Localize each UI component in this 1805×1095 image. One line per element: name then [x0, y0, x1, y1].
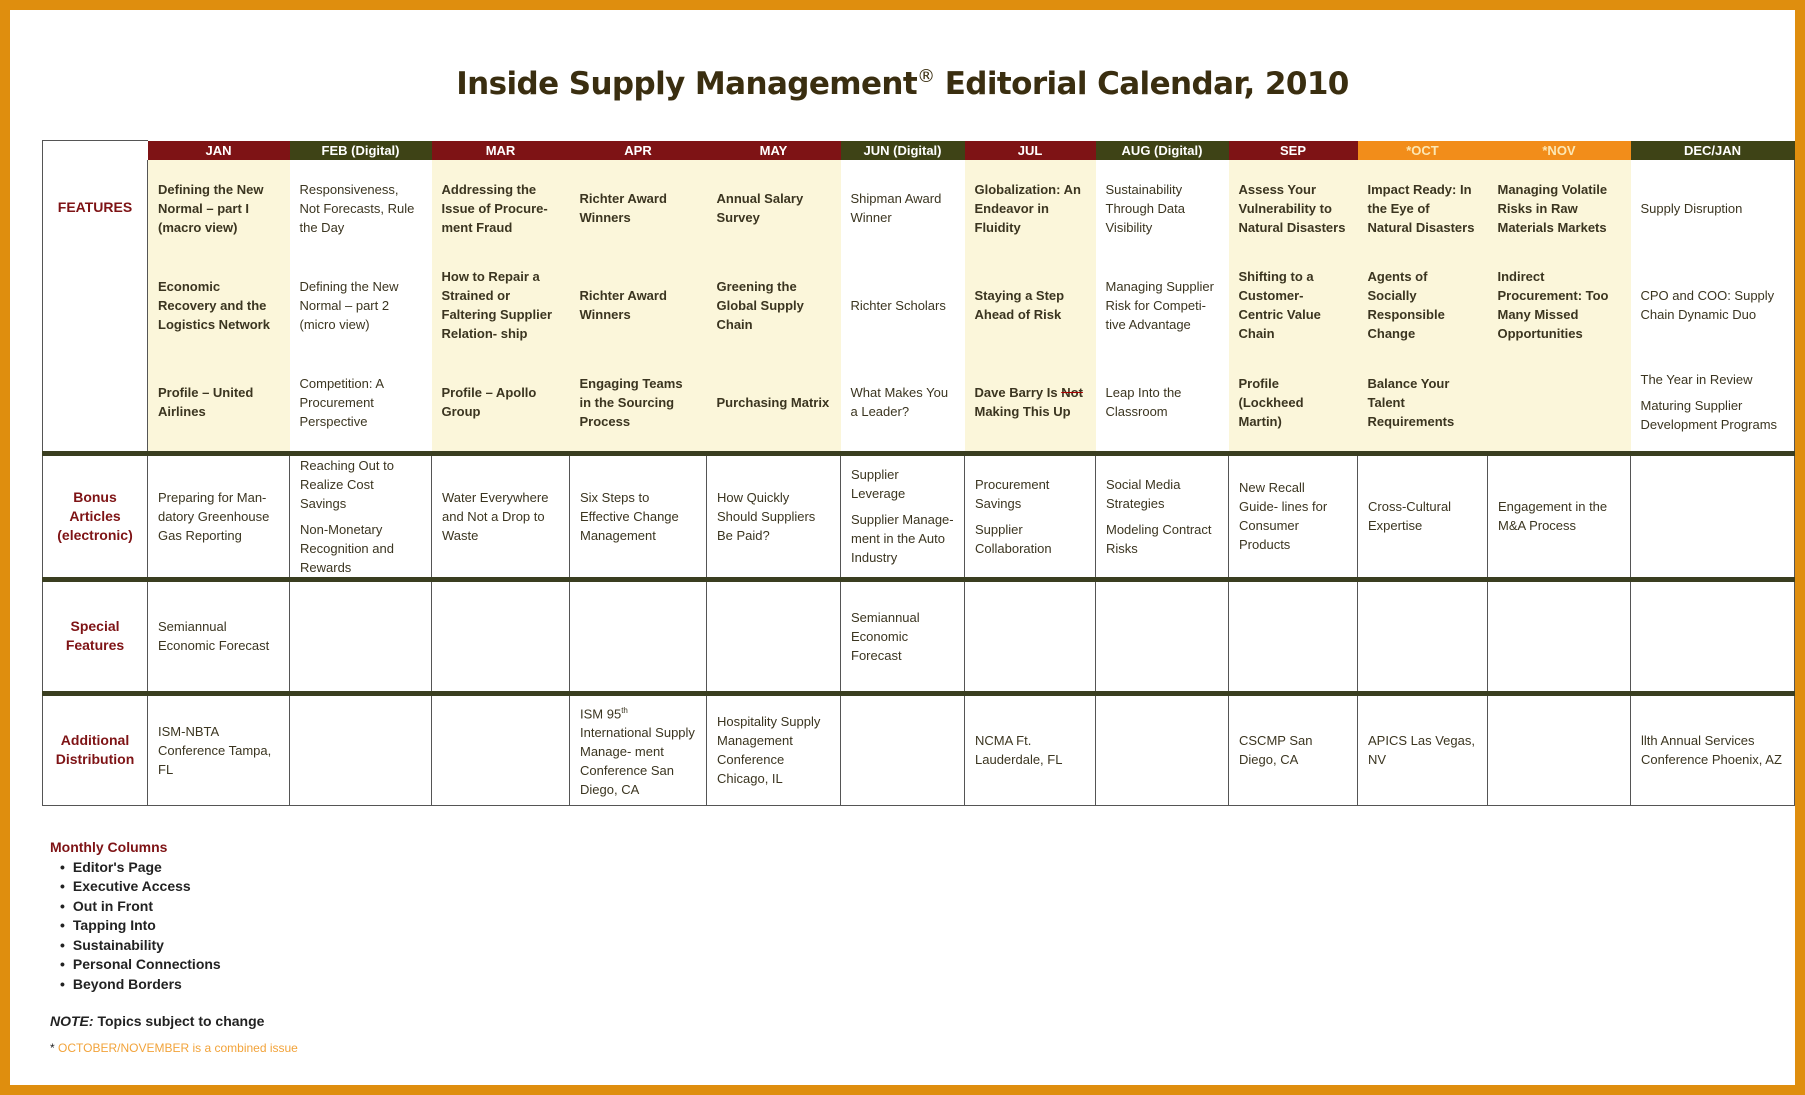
list-item: • Out in Front [60, 897, 221, 917]
month-header-row [43, 141, 1795, 160]
special-cell: Semiannual Economic Forecast [148, 579, 290, 693]
features-row [43, 160, 1795, 257]
feature-cell: Profile (Lockheed Martin) [1229, 354, 1358, 454]
feature-cell: Dave Barry Is Not Making This Up [965, 354, 1096, 454]
month-header: SEP [1229, 141, 1358, 160]
feature-cell: Staying a Step Ahead of Risk [965, 257, 1096, 354]
list-item: • Personal Connections [60, 955, 221, 975]
feature-cell: CPO and COO: Supply Chain Dynamic Duo [1631, 257, 1795, 354]
bonus-cell: Engagement in the M&A Process [1488, 453, 1631, 579]
row-label-features: FEATURES [43, 160, 148, 454]
special-cell [570, 579, 707, 693]
feature-cell: Richter Scholars [841, 257, 965, 354]
month-header: JUL [965, 141, 1096, 160]
row-label-bonus-articles: Bonus Articles (electronic) [43, 453, 148, 579]
feature-cell: Profile – Apollo Group [432, 354, 570, 454]
distribution-cell [1096, 693, 1229, 805]
feature-cell: Managing Supplier Risk for Competi- tive Advantage [1096, 257, 1229, 354]
special-cell [1488, 579, 1631, 693]
bonus-cell: New Recall Guide- lines for Consumer Products [1229, 453, 1358, 579]
feature-cell: Supply Disruption [1631, 160, 1795, 257]
distribution-cell: CSCMP San Diego, CA [1229, 693, 1358, 805]
list-item: • Editor's Page [60, 858, 221, 878]
note: NOTE: Topics subject to change [50, 1013, 265, 1029]
month-header: APR [570, 141, 707, 160]
bonus-cell: Procurement Savings Supplier Collaboration [965, 453, 1096, 579]
month-header: JAN [148, 141, 290, 160]
feature-cell: Engaging Teams in the Sourcing Process [570, 354, 707, 454]
bonus-cell: Supplier Leverage Supplier Manage- ment in the Auto Industry [841, 453, 965, 579]
distribution-cell: NCMA Ft. Lauderdale, FL [965, 693, 1096, 805]
distribution-cell [432, 693, 570, 805]
month-header: *NOV [1488, 141, 1631, 160]
feature-cell: Managing Volatile Risks in Raw Materials Markets [1488, 160, 1631, 257]
special-cell [1358, 579, 1488, 693]
feature-cell [1488, 354, 1631, 454]
page [10, 10, 1795, 1085]
special-cell [432, 579, 570, 693]
month-header: *OCT [1358, 141, 1488, 160]
features-row [43, 257, 1795, 354]
feature-cell: Defining the New Normal – part I (macro view) [148, 160, 290, 257]
month-header: MAY [707, 141, 841, 160]
feature-cell: Annual Salary Survey [707, 160, 841, 257]
feature-cell: Profile – United Airlines [148, 354, 290, 454]
special-cell [1631, 579, 1795, 693]
feature-cell: Balance Your Talent Requirements [1358, 354, 1488, 454]
feature-cell: Greening the Global Supply Chain [707, 257, 841, 354]
special-cell: Semiannual Economic Forecast [841, 579, 965, 693]
registered-mark: ® [917, 66, 935, 87]
list-item: • Tapping Into [60, 916, 221, 936]
monthly-columns-heading: Monthly Columns [50, 839, 168, 855]
feature-cell: Defining the New Normal – part 2 (micro view) [290, 257, 432, 354]
feature-cell: Shipman Award Winner [841, 160, 965, 257]
features-row [43, 354, 1795, 454]
distribution-cell [1488, 693, 1631, 805]
feature-cell: What Makes You a Leader? [841, 354, 965, 454]
distribution-cell [290, 693, 432, 805]
distribution-cell: ISM 95th International Supply Manage- ment Conference San Diego, CA [570, 693, 707, 805]
bonus-cell: How Quickly Should Suppliers Be Paid? [707, 453, 841, 579]
footnote: * OCTOBER/NOVEMBER is a combined issue [50, 1041, 298, 1055]
month-header: JUN (Digital) [841, 141, 965, 160]
feature-cell: Shifting to a Customer-Centric Value Chain [1229, 257, 1358, 354]
bonus-cell: Water Everywhere and Not a Drop to Waste [432, 453, 570, 579]
bonus-cell: Social Media Strategies Modeling Contract Risks [1096, 453, 1229, 579]
distribution-cell: Hospitality Supply Management Conference Chicago, IL [707, 693, 841, 805]
feature-cell: Sustainability Through Data Visibility [1096, 160, 1229, 257]
feature-cell: Competition: A Procurement Perspective [290, 354, 432, 454]
monthly-columns [50, 838, 221, 994]
feature-cell: Agents of Socially Responsible Change [1358, 257, 1488, 354]
bonus-cell: Six Steps to Effective Change Management [570, 453, 707, 579]
feature-cell: Leap Into the Classroom [1096, 354, 1229, 454]
feature-cell: Assess Your Vulnerability to Natural Disasters [1229, 160, 1358, 257]
feature-cell: Richter Award Winners [570, 160, 707, 257]
feature-cell: Indirect Procurement: Too Many Missed Opportunities [1488, 257, 1631, 354]
row-label-additional-distribution: Additional Distribution [43, 693, 148, 805]
feature-cell: Globalization: An Endeavor in Fluidity [965, 160, 1096, 257]
special-features-row [43, 579, 1795, 693]
bonus-cell [1631, 453, 1795, 579]
special-cell [1096, 579, 1229, 693]
feature-cell: Richter Award Winners [570, 257, 707, 354]
row-label-special-features: Special Features [43, 579, 148, 693]
distribution-cell: APICS Las Vegas, NV [1358, 693, 1488, 805]
feature-cell: Responsiveness, Not Forecasts, Rule the Day [290, 160, 432, 257]
bonus-cell: Reaching Out to Realize Cost Savings Non-Monetary Recognition and Rewards [290, 453, 432, 579]
month-header: AUG (Digital) [1096, 141, 1229, 160]
corner-cell [43, 141, 148, 160]
distribution-cell [841, 693, 965, 805]
month-header: DEC/JAN [1631, 141, 1795, 160]
month-header: MAR [432, 141, 570, 160]
feature-cell: Purchasing Matrix [707, 354, 841, 454]
feature-cell: Impact Ready: In the Eye of Natural Disasters [1358, 160, 1488, 257]
bonus-cell: Preparing for Man- datory Greenhouse Gas Reporting [148, 453, 290, 579]
list-item: • Beyond Borders [60, 975, 221, 995]
special-cell [707, 579, 841, 693]
bonus-articles-row [43, 453, 1795, 579]
month-header: FEB (Digital) [290, 141, 432, 160]
bonus-cell: Cross-Cultural Expertise [1358, 453, 1488, 579]
monthly-columns-list [50, 858, 221, 995]
special-cell [965, 579, 1096, 693]
page-title: Inside Supply Management® Editorial Calendar, 2010 [456, 66, 1349, 102]
feature-cell: How to Repair a Strained or Faltering Supplier Relation- ship [432, 257, 570, 354]
special-cell [1229, 579, 1358, 693]
distribution-cell: llth Annual Services Conference Phoenix, AZ [1631, 693, 1795, 805]
feature-cell: Economic Recovery and the Logistics Network [148, 257, 290, 354]
editorial-calendar-table [42, 140, 1795, 806]
additional-distribution-row [43, 693, 1795, 805]
list-item: • Executive Access [60, 877, 221, 897]
distribution-cell: ISM-NBTA Conference Tampa, FL [148, 693, 290, 805]
list-item: • Sustainability [60, 936, 221, 956]
struck-text: Not [1061, 385, 1083, 400]
special-cell [290, 579, 432, 693]
feature-cell: Addressing the Issue of Procure- ment Fraud [432, 160, 570, 257]
feature-cell: The Year in Review Maturing Supplier Development Programs [1631, 354, 1795, 454]
